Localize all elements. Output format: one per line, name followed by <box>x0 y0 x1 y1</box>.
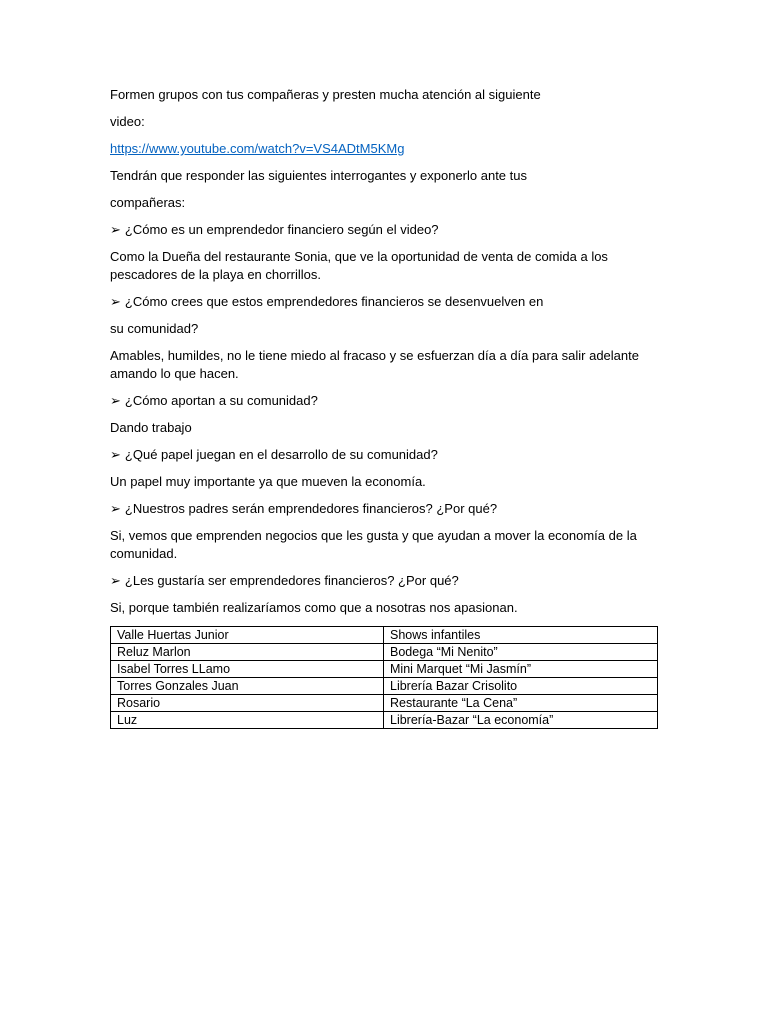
question-5-text: ¿Nuestros padres serán emprendedores financieros? ¿Por qué? <box>124 501 498 516</box>
question-3-text: ¿Cómo aportan a su comunidad? <box>124 393 318 408</box>
bullet-arrow-icon: ➢ <box>110 393 121 408</box>
table-cell-business: Librería Bazar Crisolito <box>384 678 658 695</box>
table-cell-name: Reluz Marlon <box>111 644 384 661</box>
document-body <box>110 86 660 729</box>
answer-4: Un papel muy importante ya que mueven la economía. <box>110 474 426 489</box>
table-cell-name: Isabel Torres LLamo <box>111 661 384 678</box>
answer-2: Amables, humildes, no le tiene miedo al fracaso y se esfuerzan día a día para salir adelante amando lo que hacen. <box>110 348 639 381</box>
question-6 <box>110 572 660 590</box>
question-4 <box>110 446 660 464</box>
table-row <box>111 678 658 695</box>
entrepreneurs-table <box>110 626 658 729</box>
table-cell-name: Valle Huertas Junior <box>111 627 384 644</box>
question-1-text: ¿Cómo es un emprendedor financiero según el video? <box>124 222 439 237</box>
question-2-text: ¿Cómo crees que estos emprendedores financieros se desenvuelven en <box>124 294 544 309</box>
table-row <box>111 661 658 678</box>
instructions-line-1: Tendrán que responder las siguientes interrogantes y exponerlo ante tus <box>110 168 527 183</box>
question-5 <box>110 500 660 518</box>
question-4-text: ¿Qué papel juegan en el desarrollo de su comunidad? <box>124 447 438 462</box>
intro-line-1: Formen grupos con tus compañeras y presten mucha atención al siguiente <box>110 87 541 102</box>
bullet-arrow-icon: ➢ <box>110 573 121 588</box>
table-cell-name: Torres Gonzales Juan <box>111 678 384 695</box>
table-cell-business: Shows infantiles <box>384 627 658 644</box>
answer-1: Como la Dueña del restaurante Sonia, que ve la oportunidad de venta de comida a los pescadores de la playa en chorrillos. <box>110 249 608 282</box>
question-2-continuation: su comunidad? <box>110 321 199 336</box>
table-row <box>111 627 658 644</box>
video-link[interactable]: https://www.youtube.com/watch?v=VS4ADtM5KMg <box>110 141 405 156</box>
question-6-text: ¿Les gustaría ser emprendedores financieros? ¿Por qué? <box>124 573 459 588</box>
table-row <box>111 712 658 729</box>
table-cell-business: Bodega “Mi Nenito” <box>384 644 658 661</box>
table-cell-business: Mini Marquet “Mi Jasmín” <box>384 661 658 678</box>
bullet-arrow-icon: ➢ <box>110 294 121 309</box>
table-cell-name: Luz <box>111 712 384 729</box>
table-row <box>111 644 658 661</box>
question-1 <box>110 221 660 239</box>
question-2 <box>110 293 660 311</box>
answer-5: Si, vemos que emprenden negocios que les gusta y que ayudan a mover la economía de la comunidad. <box>110 528 637 561</box>
table-cell-business: Librería-Bazar “La economía” <box>384 712 658 729</box>
table-cell-name: Rosario <box>111 695 384 712</box>
answer-3: Dando trabajo <box>110 420 192 435</box>
bullet-arrow-icon: ➢ <box>110 222 121 237</box>
video-paragraph <box>110 140 660 158</box>
table-cell-business: Restaurante “La Cena” <box>384 695 658 712</box>
instructions-line-2: compañeras: <box>110 195 186 210</box>
answer-6: Si, porque también realizaríamos como que a nosotras nos apasionan. <box>110 600 518 615</box>
question-3 <box>110 392 660 410</box>
intro-line-2: video: <box>110 114 145 129</box>
bullet-arrow-icon: ➢ <box>110 501 121 516</box>
table-row <box>111 695 658 712</box>
bullet-arrow-icon: ➢ <box>110 447 121 462</box>
